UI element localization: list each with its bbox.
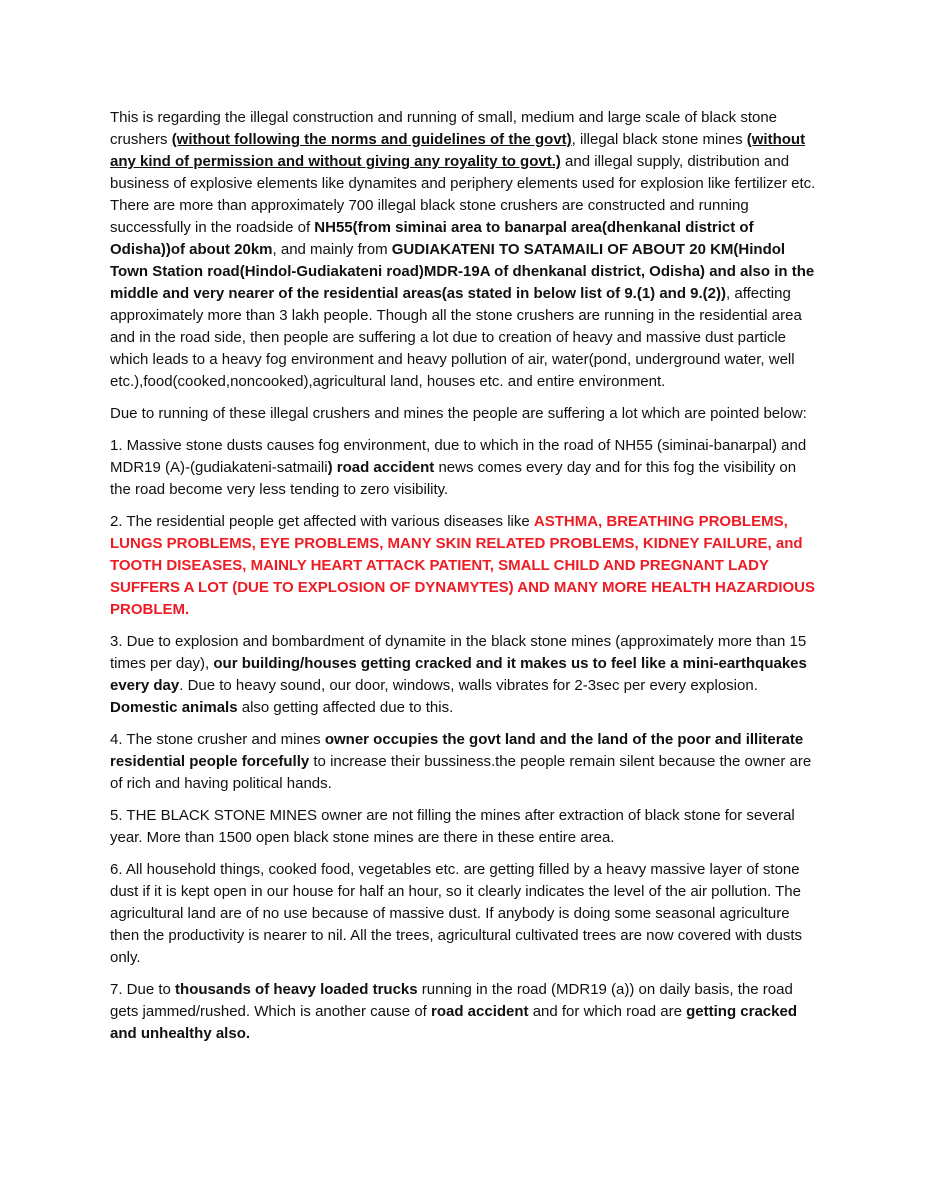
point-1-text: 1. Massive stone dusts causes fog environment, due to which in the road of NH55 (siminai-banarpal) and MDR19 (A)-(gudiakateni-satmaili <box>110 437 807 476</box>
point-7-text: running in the road (MDR19 (a)) on daily basis, the road gets jammed/rushed. Which is another cause of <box>110 981 793 1020</box>
point-4-paragraph <box>110 729 819 795</box>
intro-emphasis-norms: (without following the norms and guidelines of the govt) <box>171 131 572 148</box>
point-4-text: 4. The stone crusher and mines <box>110 731 325 748</box>
point-3-emphasis-animals: Domestic animals <box>110 699 238 716</box>
point-4-emphasis: owner occupies the govt land and the land of the poor and illiterate residential people forcefully <box>110 731 804 770</box>
point-7-text: and for which road are <box>528 1003 687 1020</box>
intro-emphasis-gudiakateni: GUDIAKATENI TO SATAMAILI OF ABOUT 20 KM(Hindol Town Station road(Hindol-Gudiakateni road)MDR-19A of dhenkanal district, Odisha) and also in the middle and very nearer of the residential areas(as stated in below list of 9.(1) and 9.(2)) <box>110 241 815 302</box>
point-7-paragraph <box>110 979 819 1045</box>
intro-emphasis-nh55: NH55(from siminai area to banarpal area(dhenkanal district of Odisha))of about 20km <box>110 219 754 258</box>
intro-text: and illegal supply, distribution and business of explosive elements like dynamites and periphery elements used for explosion like fertilizer etc. There are more than approximately 700 illegal black stone crushers are constructed and running successfully in the roadside of <box>110 153 816 236</box>
point-7-emphasis-trucks: thousands of heavy loaded trucks <box>175 981 418 998</box>
point-2-text: 2. The residential people get affected with various diseases like <box>110 513 534 530</box>
point-7-text: 7. Due to <box>110 981 176 998</box>
intro-text: , illegal black stone mines <box>571 131 747 148</box>
point-4-text: to increase their bussiness.the people remain silent because the owner are of rich and having political hands. <box>110 753 812 792</box>
point-3-text: 3. Due to explosion and bombardment of dynamite in the black stone mines (approximately more than 15 times per day), <box>110 633 807 672</box>
intro-paragraph <box>110 107 819 393</box>
point-3-text: . Due to heavy sound, our door, windows, walls vibrates for 2-3sec per every explosion. <box>179 677 758 694</box>
point-2-diseases-emphasis: ASTHMA, BREATHING PROBLEMS, LUNGS PROBLEMS, EYE PROBLEMS, MANY SKIN RELATED PROBLEMS, KIDNEY FAILURE, and TOOTH DISEASES, MAINLY HEART ATTACK PATIENT, SMALL CHILD AND PREGNANT LADY SUFFERS A LOT (DUE TO EXPLOSION OF DYNAMYTES) AND MANY MORE HEALTH HAZARDIOUS PROBLEM. <box>110 513 816 618</box>
point-1-emphasis: ) road accident <box>327 459 435 476</box>
point-3-paragraph <box>110 631 819 719</box>
point-3-emphasis: our building/houses getting cracked and it makes us to feel like a mini-earthquakes every day <box>110 655 807 694</box>
intro-text: This is regarding the illegal construction and running of small, medium and large scale of black stone crushers <box>110 109 778 148</box>
point-1-text: news comes every day and for this fog the visibility on the road become very less tending to zero visibility. <box>110 459 797 498</box>
point-7-emphasis-cracked: getting cracked and unhealthy also. <box>110 1003 797 1042</box>
lead-paragraph: Due to running of these illegal crushers and mines the people are suffering a lot which are pointed below: <box>110 405 807 422</box>
point-2-paragraph <box>110 511 819 621</box>
intro-text: , and mainly from <box>272 241 392 258</box>
intro-text: , affecting approximately more than 3 lakh people. Though all the stone crushers are running in the residential area and in the road side, then people are suffering a lot due to creation of heavy and massive dust particle which leads to a heavy fog environment and heavy pollution of air, water(pond, underground water, well etc.),food(cooked,noncooked),agricultural land, houses etc. and entire environment. <box>110 285 802 390</box>
point-3-text: also getting affected due to this. <box>237 699 454 716</box>
point-7-emphasis-accident: road accident <box>431 1003 529 1020</box>
point-5-paragraph: 5. THE BLACK STONE MINES owner are not filling the mines after extraction of black stone for several year. More than 1500 open black stone mines are there in these entire area. <box>110 807 795 846</box>
point-6-paragraph: 6. All household things, cooked food, vegetables etc. are getting filled by a heavy massive layer of stone dust if it is kept open in our house for half an hour, so it clearly indicates the level of the air pollution. The agricultural land are of no use because of massive dust. If anybody is doing some seasonal agriculture then the productivity is nearer to nil. All the trees, agricultural cultivated trees are now covered with dusts only. <box>110 861 803 966</box>
point-1-paragraph <box>110 435 819 501</box>
intro-emphasis-permission: (without any kind of permission and without giving any royality to govt.) <box>110 131 806 170</box>
